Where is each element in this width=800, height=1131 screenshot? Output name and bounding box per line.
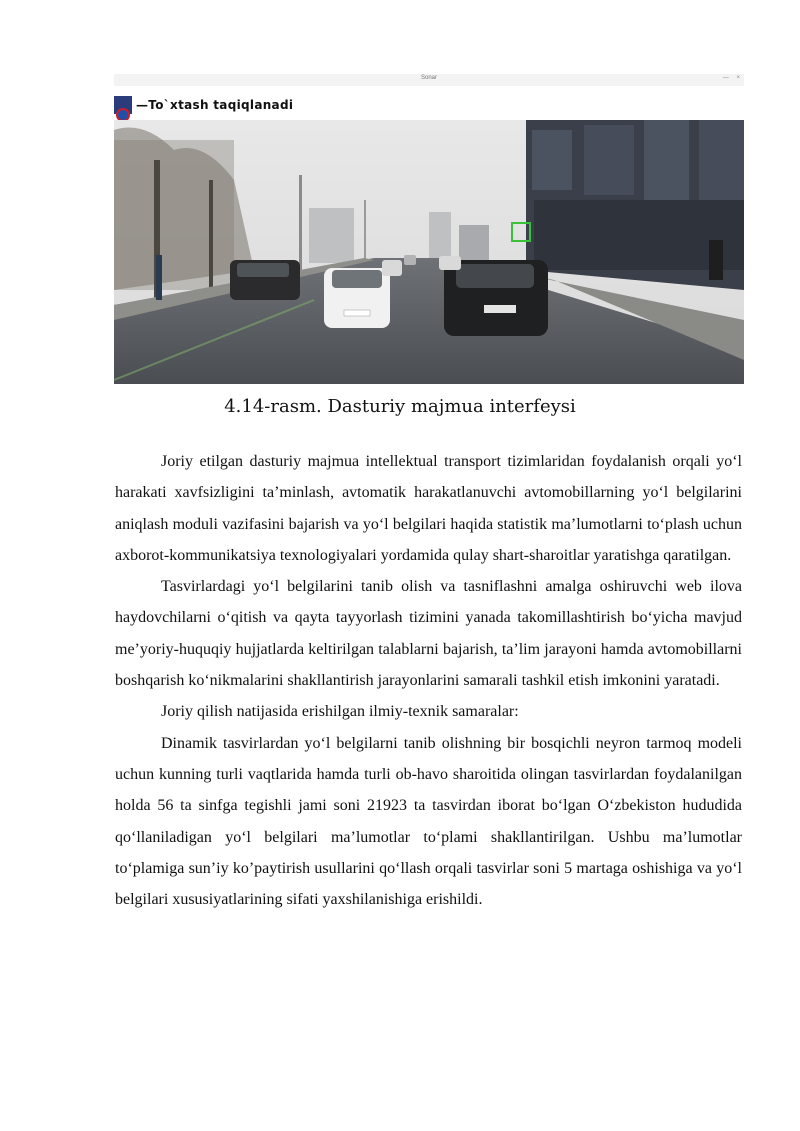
paragraph: Joriy qilish natijasida erishilgan ilmiy-texnik samaralar:: [161, 703, 519, 721]
window-title: Sonar: [420, 75, 437, 81]
pedestrian: [156, 255, 162, 300]
close-button[interactable]: ×: [736, 75, 740, 81]
paragraph: Dinamik tasvirlardan yo‘l belgilarni tanib olishning bir bosqichli neyron tarmoq modeli uchun kunning turli vaqtlarida hamda turli ob-havo sharoitida olingan tasvirlardan foydalanilgan holda 56 ta sinfga tegishli jami soni 21923 ta tasvirdan iborat bo‘lgan O‘zbekiston hududida qo‘llaniladigan yo‘l belgilari ma’lumotlar to‘plami shakllantirilgan. Ushbu ma’lumotlar to‘plamiga sun’iy ko’paytirish usullarini qo‘llash orqali tasvirlar soni 5 martaga oshishiga va yo‘l belgilari xususiyatlarining sifati yaxshilanishiga erishildi.: [115, 734, 742, 909]
detected-sign-label: —To`xtash taqiqlanadi: [136, 98, 294, 112]
minimize-button[interactable]: —: [722, 75, 729, 81]
pedestrian: [709, 240, 723, 280]
car-white: [324, 268, 390, 328]
no-stopping-sign-icon: [114, 96, 132, 114]
detection-status-bar: [114, 86, 744, 120]
street-pole: [299, 175, 302, 275]
car-dark: [444, 260, 548, 336]
app-screenshot-figure: [114, 74, 744, 384]
figure-caption: 4.14-rasm. Dasturiy majmua interfeysi: [224, 396, 576, 417]
body-text: [115, 446, 742, 915]
car-left: [230, 260, 300, 300]
paragraph: Joriy etilgan dasturiy majmua intellektual transport tizimlaridan foydalanish orqali yo‘l harakati xavfsizligini ta’minlash, avtomatik harakatlanuvchi avtomobillarning yo‘l belgilarini aniqlash moduli vazifasini bajarish va yo‘l belgilari haqida statistik ma’lumotlarni to‘plash uchun axborot-kommunikatsiya texnologiyalari yordamida qulay shart-sharoitlar yaratishga qaratilgan.: [115, 453, 742, 564]
window-controls: [717, 75, 740, 81]
camera-frame: [114, 120, 744, 384]
paragraph: Tasvirlardagi yo‘l belgilarini tanib olish va tasniflashni amalga oshiruvchi web ilova haydovchilarni o‘qitish va qayta tayyorlash tizimini yanada takomillashtirish bo‘yicha mavjud me’yoriy-huquqiy hujjatlarda keltirilgan talablarni bajarish, ta’lim jarayoni hamda avtomobillarni boshqarish ko‘nikmalarini shakllantirish jarayonlarini samarali tashkil etish imkonini yaratadi.: [115, 578, 742, 690]
